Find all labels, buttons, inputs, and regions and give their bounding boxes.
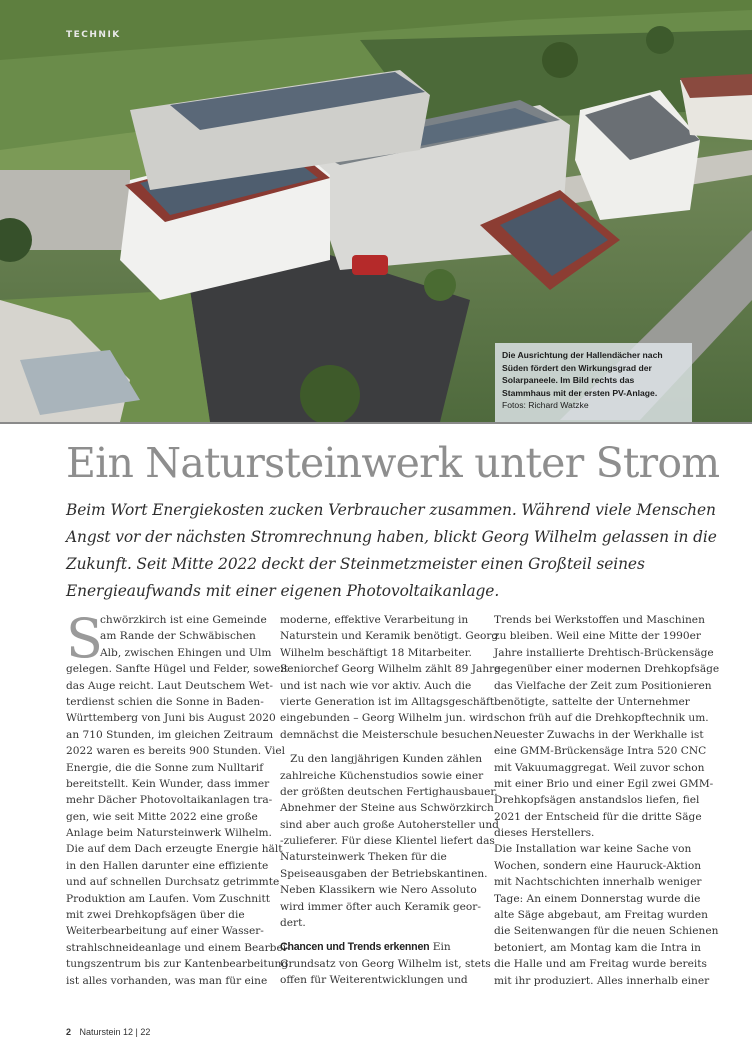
caption-line: Die Ausrichtung der Hallendächer nach (502, 350, 663, 360)
body-line: Drehkopfsägen anstandslos liefen, fiel (494, 794, 700, 807)
body-line: Tage: An einem Donnerstag wurde die (494, 892, 701, 905)
article-headline: Ein Natursteinwerk unter Strom (66, 439, 720, 487)
body-line: eine GMM-Brückensäge Intra 520 CNC (494, 745, 707, 758)
body-line: 2022 waren es bereits 900 Stunden. Viel (66, 745, 286, 758)
body-line: mit Nachtschichten innerhalb weniger (494, 876, 702, 889)
body-line: gegenüber einer modernen Drehkopfsäge (494, 663, 720, 676)
body-line: Die Installation war keine Sache von (494, 843, 692, 856)
lead-line: Zukunft. Seit Mitte 2022 deckt der Steinmetzmeister einen Großteil seines (66, 555, 645, 573)
caption-text (502, 349, 686, 399)
body-line: Die auf dem Dach erzeugte Energie hält (66, 843, 283, 856)
body-line: Weiterbearbeitung auf einer Wasser- (66, 925, 264, 938)
body-line: -zulieferer. Für diese Klientel liefert das (280, 835, 495, 848)
body-line: das Auge reicht. Laut Deutschem Wet- (66, 679, 273, 692)
body-line: Seniorchef Georg Wilhelm zählt 89 Jahre (280, 663, 501, 676)
body-line: der größten deutschen Fertighausbauer. (280, 785, 498, 798)
photo-credit: Fotos: Richard Watzke (502, 400, 589, 411)
body-line: mit Vakuumaggregat. Weil zuvor schon (494, 761, 705, 774)
body-line: moderne, effektive Verarbeitung in (280, 614, 469, 626)
body-line: Naturstein und Keramik benötigt. Georg (280, 630, 499, 643)
lead-line: Angst vor der nächsten Stromrechnung haben, blickt Georg Wilhelm gelassen in die (66, 528, 717, 546)
body-line: das Vielfache der Zeit zum Positionieren (494, 679, 712, 692)
caption-line: Stammhaus mit der ersten PV-Anlage. (502, 387, 658, 398)
caption-line: Süden fördert den Wirkungsgrad der (502, 362, 652, 373)
body-line: mit einer Brio und einer Egil zwei GMM- (494, 777, 714, 790)
body-line: schon früh auf die Drehkopftechnik um. (494, 712, 709, 725)
body-line: bereitstellt. Kein Wunder, dass immer (66, 777, 270, 790)
body-line: mit ihr produziert. Alles innerhalb einer (494, 974, 710, 987)
body-line: gen, wie seit Mitte 2022 eine große (66, 810, 258, 823)
body-line: demnächst die Meisterschule besuchen. (280, 728, 496, 741)
body-line: offen für Weiterentwicklungen und (280, 974, 468, 987)
body-line: dieses Herstellers. (494, 827, 595, 840)
body-line: Natursteinwerk Theken für die (280, 851, 447, 864)
body-line: zahlreiche Küchenstudios sowie einer (280, 769, 484, 782)
body-line: eingebunden – Georg Wilhelm jun. wird (280, 712, 494, 725)
body-line: mehr Dächer Photovoltaikanlagen tra- (66, 794, 273, 807)
text-column-2 (280, 612, 501, 989)
paragraph-gap (280, 931, 480, 939)
body-line: strahlschneideanlage und einem Bearbei- (66, 941, 290, 954)
body-line: dert. (280, 917, 306, 930)
body-line: am Rande der Schwäbischen (100, 630, 256, 643)
drop-cap: S (66, 607, 103, 670)
body-line: Neben Klassikern wie Nero Assoluto (280, 884, 477, 897)
body-line: alte Säge abgebaut, am Freitag wurden (494, 909, 709, 922)
body-line: an 710 Stunden, im gleichen Zeitraum (66, 728, 274, 741)
section-subhead: Chancen und Trends erkennen (280, 941, 430, 954)
photo-divider (0, 422, 752, 424)
body-line: Produktion am Laufen. Vom Zuschnitt (66, 892, 271, 905)
body-line: ist alles vorhanden, was man für eine (66, 974, 268, 987)
body-line: zu bleiben. Weil eine Mitte der 1990er (494, 630, 701, 643)
body-line: Anlage beim Natursteinwerk Wilhelm. (66, 827, 272, 840)
body-line: 2021 der Entscheid für die dritte Säge (494, 810, 702, 823)
body-line: Württemberg von Juni bis August 2020 (66, 712, 276, 725)
lead-line: Energieaufwands mit einer eigenen Photovoltaikanlage. (66, 582, 500, 600)
body-line: Zu den langjährigen Kunden zählen (280, 753, 483, 766)
body-line: Trends bei Werkstoffen und Maschinen (494, 614, 705, 626)
text-column-3 (494, 612, 720, 989)
body-line: Grundsatz von Georg Wilhelm ist, stets (280, 957, 491, 970)
body-line: und auf schnellen Durchsatz getrimmte (66, 876, 280, 889)
body-line: chwörzkirch ist eine Gemeinde (100, 614, 267, 626)
page-footer (66, 1027, 150, 1037)
body-line: die Halle und am Freitag wurde bereits (494, 958, 707, 971)
body-line: Jahre installierte Drehtisch-Brückensäge (494, 646, 714, 659)
publication-name: Naturstein 12 | 22 (79, 1027, 151, 1037)
body-line: Energie, die die Sonne zum Nulltarif (66, 761, 264, 774)
body-line: Speiseausgaben der Betriebskantinen. (280, 867, 488, 880)
body-line: Wilhelm beschäftigt 18 Mitarbeiter. (280, 646, 472, 659)
body-line: Abnehmer der Steine aus Schwörzkirch (280, 802, 494, 815)
body-line: die Seitenwangen für die neuen Schienen (494, 925, 719, 938)
body-line: Wochen, sondern eine Hauruck-Aktion (494, 859, 702, 872)
body-line: vierte Generation ist im Alltagsgeschäft (280, 695, 495, 708)
hero-photo (0, 0, 752, 422)
body-line: mit zwei Drehkopfsägen über die (66, 909, 245, 922)
subhead-line (280, 939, 480, 955)
paragraph-gap (280, 743, 480, 751)
caption-line: Solarpaneele. Im Bild rechts das (502, 375, 635, 386)
body-line: Alb, zwischen Ehingen und Ulm (100, 646, 272, 659)
photo-caption (495, 343, 692, 422)
body-line: terdienst schien die Sonne in Baden- (66, 695, 264, 708)
page-number: 2 (66, 1027, 72, 1037)
body-line: tungszentrum bis zur Kantenbearbeitung (66, 958, 289, 971)
text-column-1 (66, 607, 290, 989)
body-line: wird immer öfter auch Keramik geor- (280, 900, 481, 913)
lead-line: Beim Wort Energiekosten zucken Verbraucher zusammen. Während viele Menschen (66, 501, 716, 519)
body-line: und ist nach wie vor aktiv. Auch die (280, 679, 472, 692)
body-line: Neuester Zuwachs in der Werkhalle ist (494, 728, 704, 741)
body-line: betoniert, am Montag kam die Intra in (494, 941, 701, 954)
body-line: gelegen. Sanfte Hügel und Felder, soweit (66, 663, 289, 676)
section-label: TECHNIK (66, 30, 121, 40)
body-line: sind aber auch große Autohersteller und (280, 818, 499, 831)
article-lead (66, 497, 717, 605)
body-text: Ein (429, 941, 451, 954)
body-line: benötigte, sattelte der Unternehmer (494, 695, 690, 708)
body-line: in den Hallen darunter eine effiziente (66, 859, 269, 872)
